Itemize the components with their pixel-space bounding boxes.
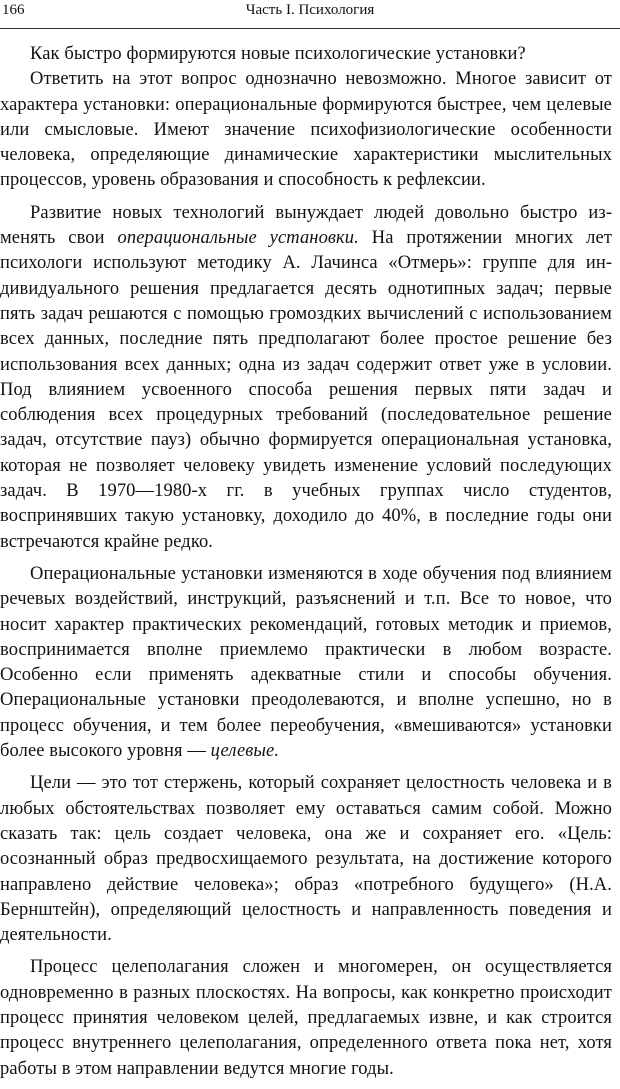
emphasis-operational-attitudes: операциональные установки. [117, 228, 359, 249]
paragraph-answer: Ответить на этот вопрос однозначно невозможно. Многое зависит от характера установки: операциональные формируются быстрее, чем целевые или смысловые. Имеют значение психофизиологические особенности человека, определяющие динамические характеристики мыслительных процессов, уровень образования и способность к рефлексии. [0, 69, 612, 191]
page-number: 166 [2, 2, 25, 18]
paragraph-question: Как быстро формируются новые психологические установки? [30, 44, 526, 64]
paragraph-technologies-rest: На протяжении многих лет психологи используют методику А. Лачинса «Отмерь»: группе для индивидуального решения предлагается десять однотипных задач; первые пять задач решаются с помощью громоздких вычислений с использованием всех данных, последние пять предполагают более простое решение без использования всех данных; одна из задач содержит ответ уже в условии. Под влиянием усвоенного способа решения первых пяти задач и соблюдения всех процедурных требований (последовательное решение задач, отсутствие пауз) обычно формируется операциональная установка, которая не позволяет человеку увидеть изменение условий последующих задач. В 1970—1980-х гг. в учебных группах число студентов, воспринявших такую установку, доходило до 40%, в последние годы они встречаются крайне редко. [0, 228, 612, 552]
emphasis-target-attitudes: целевые. [210, 741, 280, 762]
paragraph-operational [0, 562, 612, 764]
body-text [0, 42, 612, 1089]
paragraph-operational-text: Операциональные установки изменяются в ходе обучения под влиянием речевых воздействий, инструкций, разъяснений и т.п. Все то новое, что носит характер практических рекомендаций, готовых методик и приемов, воспринимается вполне приемлемо практически в любом возрасте. Особенно если применять адекватные стили и способы обучения. Операциональные установки преодолеваются, и вполне успешно, но в процесс обучения, и тем более переобучения, «вмешиваются» установки более высокого уровня — [0, 563, 612, 762]
paragraph-goals: Цели — это тот стержень, который сохраняет целостность человека и в любых обстоятельствах позволяет ему оставаться самим собой. Можно сказать так: цель создает человека, она же и сохраняет его. «Цель: осознанный образ предвосхищаемого результата, на достижение которого направлено действие человека»; образ «потребного будущего» (Н.А. Бернштейн), определяющий целостность и направленность поведения и деятельности. [0, 773, 612, 946]
page-header [0, 0, 620, 29]
running-head: Часть I. Психология [245, 2, 375, 18]
paragraph-goal-setting: Процесс целеполагания сложен и многомерен, он осуществляется одновременно в разных плоскостях. На вопросы, как конкретно происходит процесс принятия человеком целей, предлагаемых извне, и как строится процесс внутреннего целеполагания, определенного ответа пока нет, хотя работы в этом направлении ведутся многие годы. [0, 957, 612, 1079]
paragraph-technologies-start: Развитие новых технологий вынуждает людей довольно быстро изменять свои [0, 202, 612, 249]
paragraph-technologies [0, 201, 612, 555]
